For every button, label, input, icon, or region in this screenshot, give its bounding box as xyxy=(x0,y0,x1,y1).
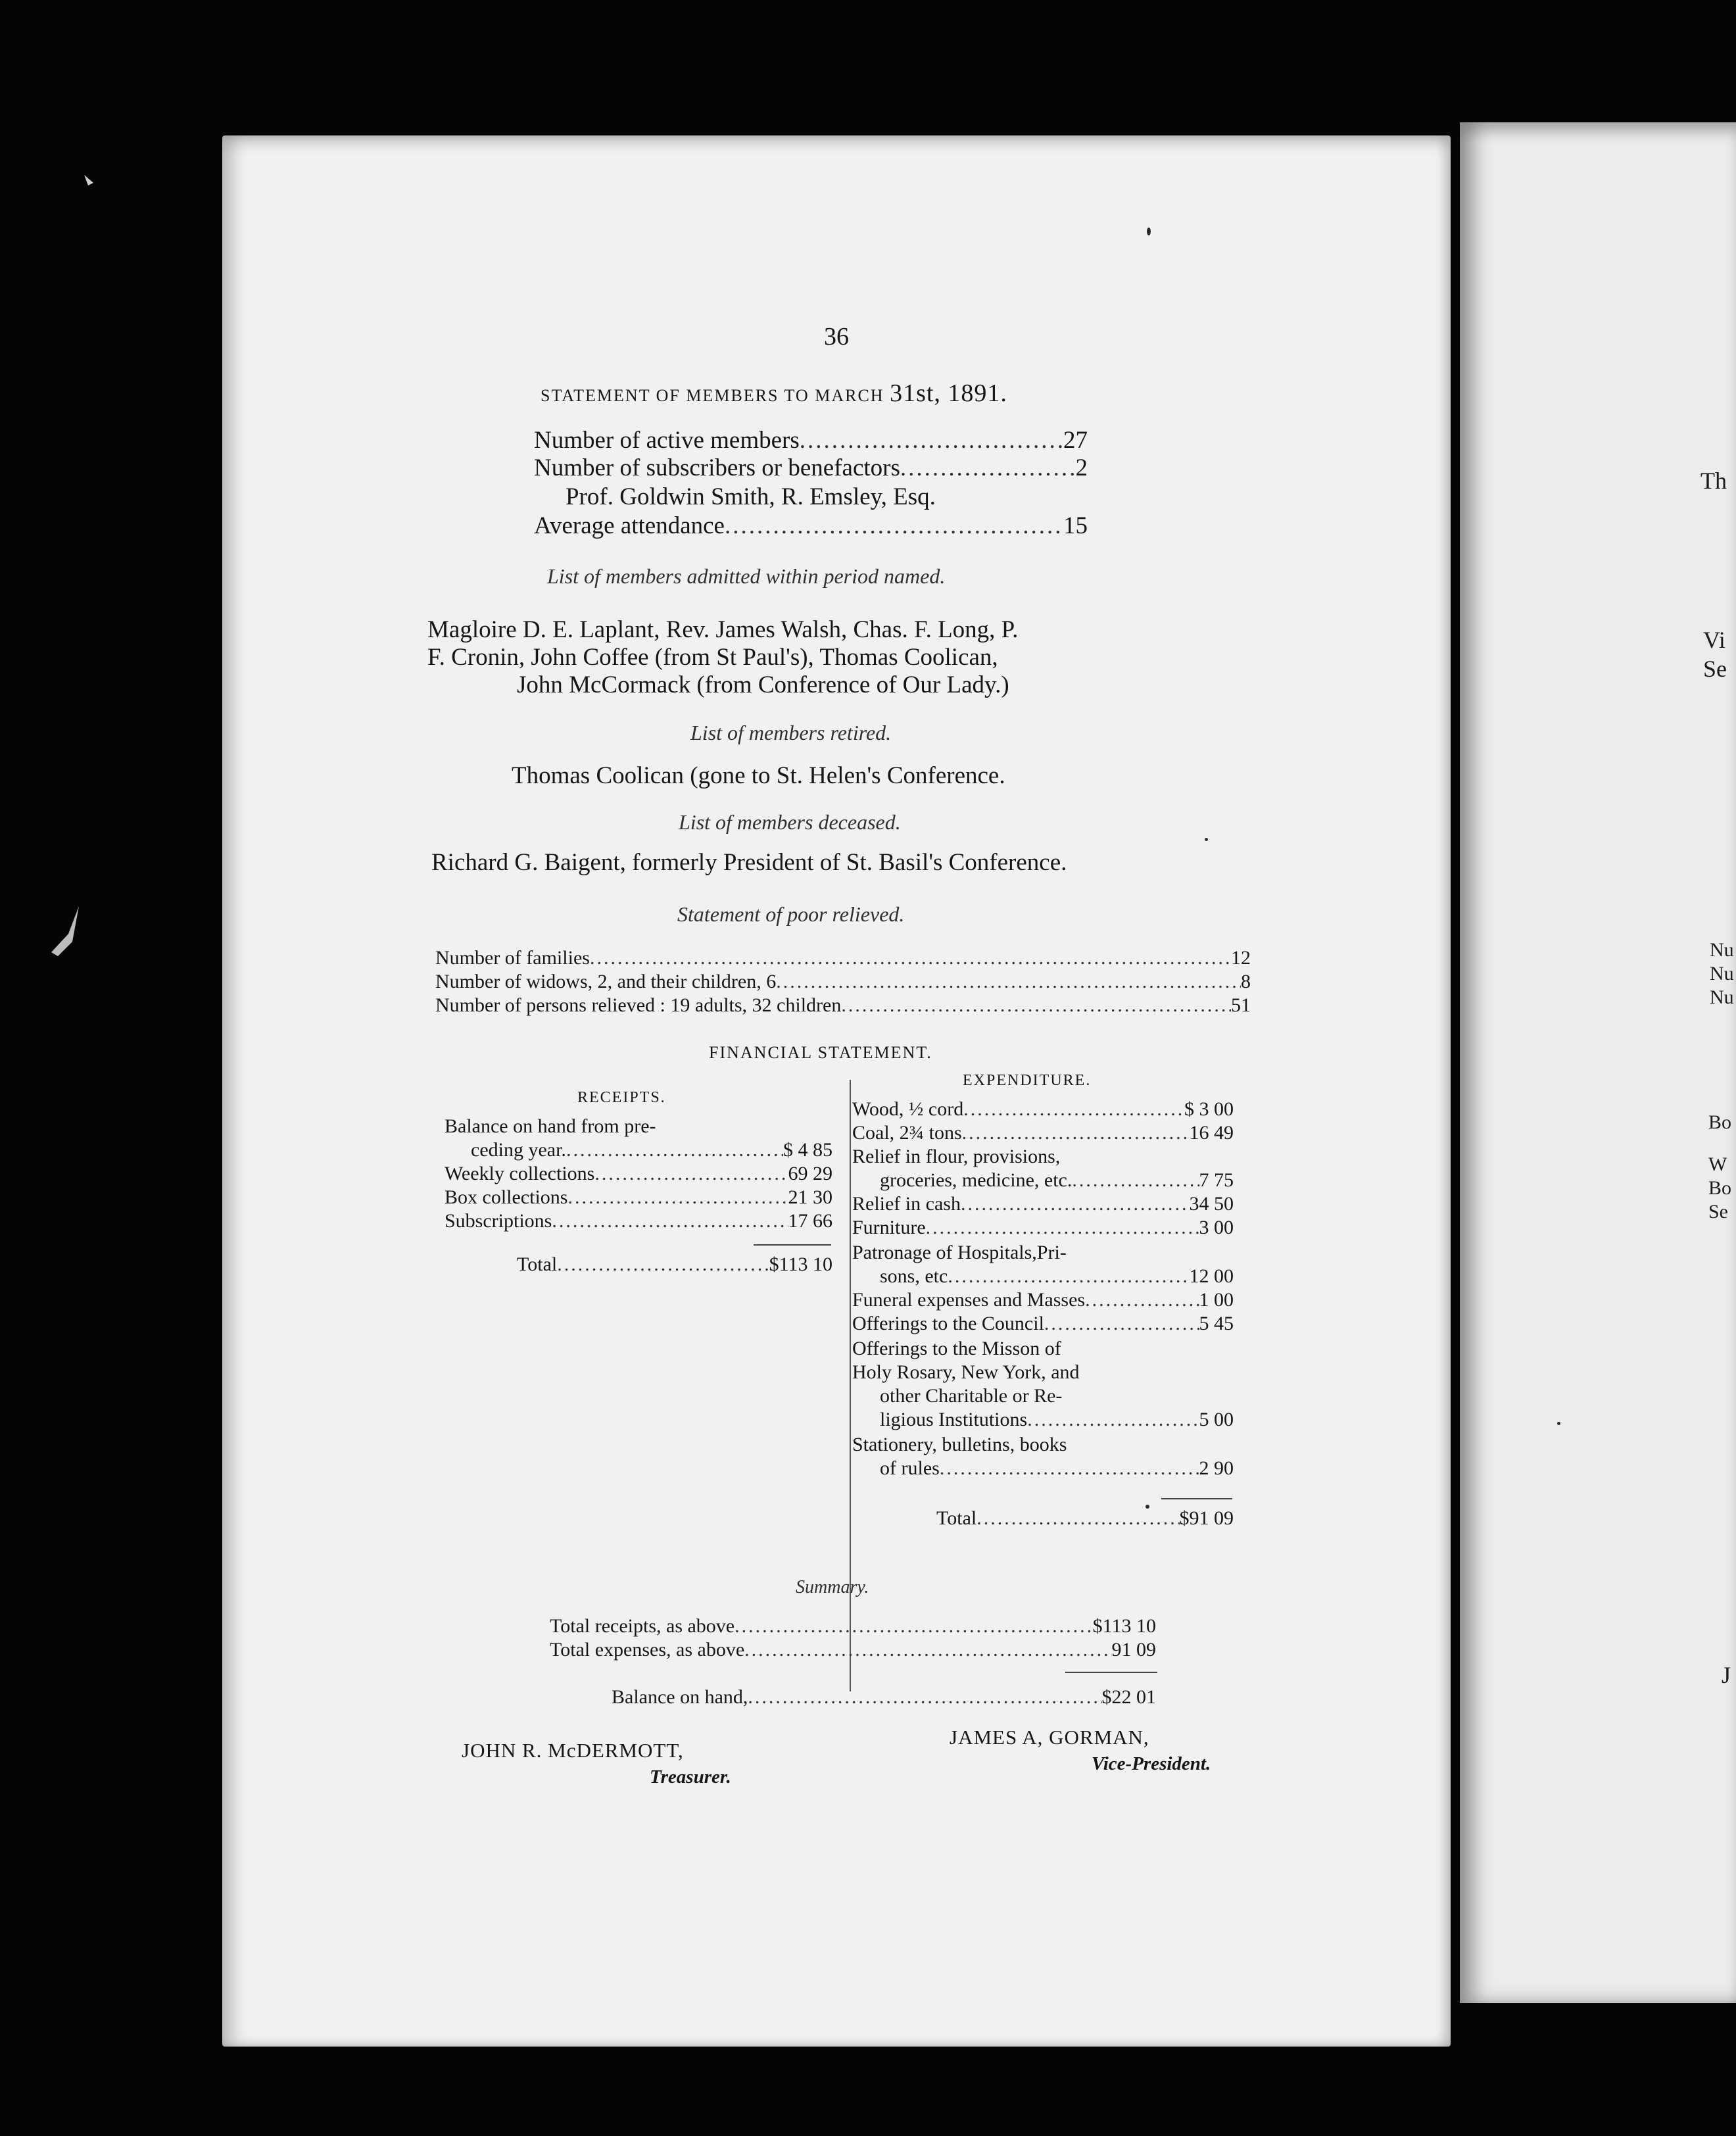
retired-member: Thomas Coolican (gone to St. Helen's Conference. xyxy=(512,762,1005,789)
receipts-total-row: Total ..... $113 10 xyxy=(517,1253,832,1276)
adjacent-page xyxy=(1460,122,1736,2003)
expense-line: Relief in flour, provisions, xyxy=(852,1146,1061,1167)
poor-row: Number of persons relieved : 19 adults, 32 children ..... 51 xyxy=(435,994,1251,1017)
admitted-line: Magloire D. E. Laplant, Rev. James Walsh, Chas. F. Long, P. xyxy=(427,616,1019,643)
expense-row: Coal, 2¾ tons ..... 16 49 xyxy=(852,1122,1234,1144)
book-page xyxy=(222,135,1451,2047)
heading-prefix: STATEMENT OF MEMBERS TO MARCH xyxy=(541,386,884,405)
receipt-row: Subscriptions ..... 17 66 xyxy=(445,1210,832,1232)
heading-date: 31st, 1891. xyxy=(890,379,1007,407)
ink-speck xyxy=(1205,838,1208,841)
page-number: 36 xyxy=(824,323,849,351)
receipt-row: ceding year. ..... $ 4 85 xyxy=(471,1139,832,1161)
expenditure-total-rule xyxy=(1161,1498,1232,1499)
adjacent-fragment: W xyxy=(1708,1153,1727,1175)
summary-row: Total receipts, as above ..... $113 10 xyxy=(550,1615,1156,1638)
benefactors-names: Prof. Goldwin Smith, R. Emsley, Esq. xyxy=(566,483,936,510)
poor-row: Number of widows, 2, and their children, 6 ..... 8 xyxy=(435,971,1251,993)
adjacent-fragment: Vi xyxy=(1703,627,1725,653)
members-row: Number of active members ..... 27 xyxy=(534,426,1088,454)
vice-president-title: Vice-President. xyxy=(1092,1753,1211,1774)
adjacent-fragment: Se xyxy=(1708,1201,1728,1223)
treasurer-name: JOHN R. McDERMOTT, xyxy=(462,1739,684,1762)
adjacent-fragment: Nu xyxy=(1710,986,1734,1008)
expense-line: other Charitable or Re- xyxy=(880,1385,1063,1407)
expense-row: ligious Institutions ..... 5 00 xyxy=(880,1409,1234,1431)
adjacent-fragment: Nu xyxy=(1710,963,1734,984)
balance-row: Balance on hand, ..... $22 01 xyxy=(612,1686,1156,1709)
receipts-heading: RECEIPTS. xyxy=(577,1089,666,1106)
expense-line: Holy Rosary, New York, and xyxy=(852,1361,1080,1383)
adjacent-fragment: Nu xyxy=(1710,939,1734,961)
expense-line: Offerings to the Misson of xyxy=(852,1338,1061,1359)
expense-row: of rules ..... 2 90 xyxy=(880,1457,1234,1480)
expense-row: Funeral expenses and Masses ..... 1 00 xyxy=(852,1289,1234,1311)
receipts-line: Balance on hand from pre- xyxy=(445,1115,656,1137)
admitted-line: John McCormack (from Conference of Our Lady.) xyxy=(517,671,1009,698)
receipt-row: Weekly collections ..... 69 29 xyxy=(445,1163,832,1185)
members-row: Number of subscribers or benefactors ..... 2 xyxy=(534,454,1088,482)
ink-speck xyxy=(1145,1505,1149,1509)
expense-row: Offerings to the Council ..... 5 45 xyxy=(852,1313,1234,1335)
expense-row: Furniture ..... 3 00 xyxy=(852,1217,1234,1239)
financial-heading: FINANCIAL STATEMENT. xyxy=(709,1043,932,1062)
adjacent-fragment: Bo xyxy=(1708,1111,1732,1133)
summary-row: Total expenses, as above ..... 91 09 xyxy=(550,1639,1156,1661)
column-divider xyxy=(850,1080,851,1691)
receipt-row: Box collections ..... 21 30 xyxy=(445,1186,832,1209)
admitted-line: F. Cronin, John Coffee (from St Paul's), Thomas Coolican, xyxy=(427,644,998,671)
expense-row: Wood, ½ cord ..... $ 3 00 xyxy=(852,1098,1234,1121)
poor-row: Number of families ..... 12 xyxy=(435,947,1251,969)
ink-speck xyxy=(1147,228,1151,235)
vice-president-name: JAMES A, GORMAN, xyxy=(950,1726,1149,1749)
summary-heading: Summary. xyxy=(796,1577,869,1597)
deceased-member: Richard G. Baigent, formerly President of St. Basil's Conference. xyxy=(431,849,1067,876)
members-row: Average attendance ..... 15 xyxy=(534,512,1088,540)
expense-line: Patronage of Hospitals,Pri- xyxy=(852,1242,1067,1263)
expense-row: sons, etc ..... 12 00 xyxy=(880,1265,1234,1288)
retired-heading: List of members retired. xyxy=(690,721,892,744)
admitted-heading: List of members admitted within period named. xyxy=(547,564,946,588)
expense-row: groceries, medicine, etc. ..... 7 75 xyxy=(880,1169,1234,1192)
poor-relieved-heading: Statement of poor relieved. xyxy=(677,902,905,926)
adjacent-fragment: J xyxy=(1722,1662,1731,1688)
adjacent-fragment: Bo xyxy=(1708,1177,1732,1199)
ink-speck xyxy=(1557,1422,1560,1425)
margin-mark-icon xyxy=(82,174,96,196)
expense-line: Stationery, bulletins, books xyxy=(852,1434,1067,1455)
expenditure-heading: EXPENDITURE. xyxy=(963,1072,1092,1089)
summary-rule xyxy=(1065,1672,1157,1673)
expense-row: Relief in cash ..... 34 50 xyxy=(852,1193,1234,1215)
deceased-heading: List of members deceased. xyxy=(679,810,901,834)
receipts-total-rule xyxy=(754,1244,831,1246)
treasurer-title: Treasurer. xyxy=(650,1766,731,1787)
members-statement-heading xyxy=(541,379,1007,408)
expenditure-total-row: Total ..... $91 09 xyxy=(936,1507,1234,1530)
margin-mark-icon xyxy=(42,904,85,963)
adjacent-fragment: Se xyxy=(1703,656,1727,682)
adjacent-fragment: Th xyxy=(1700,468,1727,494)
